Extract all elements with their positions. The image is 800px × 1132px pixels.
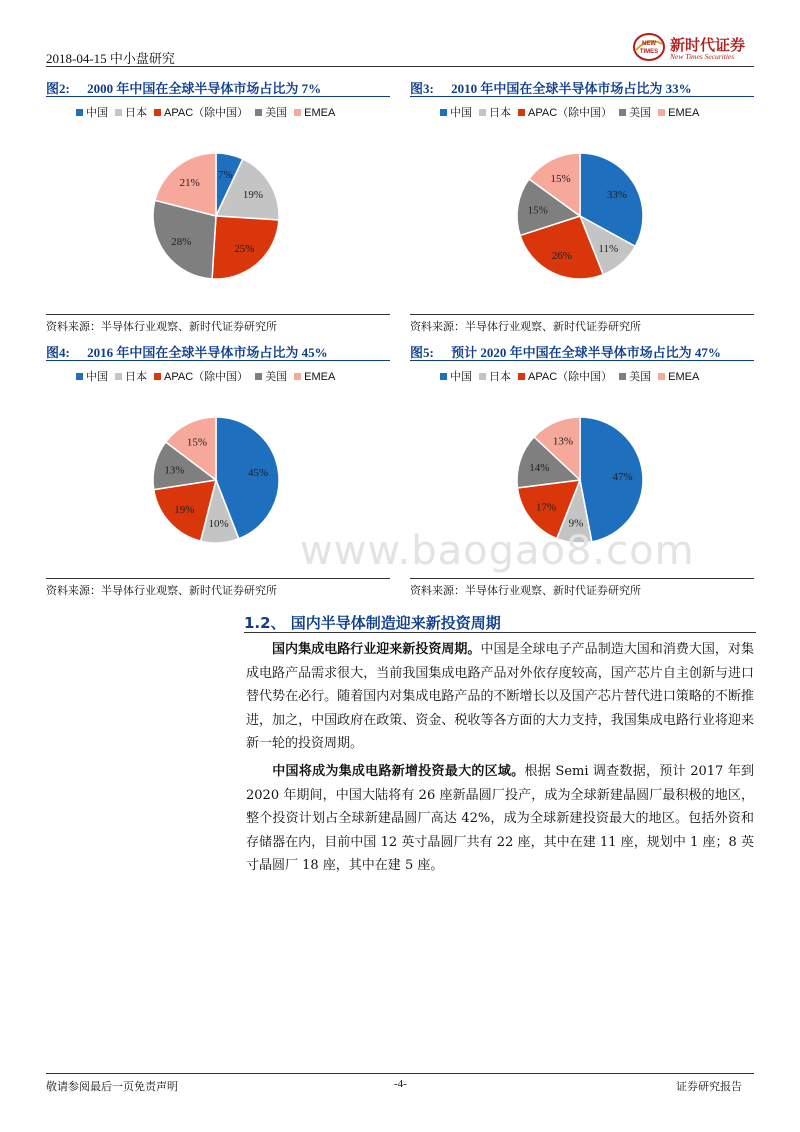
figure-title-rule: [410, 360, 754, 361]
figure-label: 图5:: [410, 345, 434, 360]
header-rule: [46, 66, 754, 67]
legend-swatch: [76, 373, 83, 380]
figure-title-rule: [410, 96, 754, 97]
figure-title: [46, 78, 390, 97]
source-note: 资料来源：半导体行业观察、新时代证券研究所: [410, 320, 641, 333]
legend-label: 日本: [125, 371, 147, 383]
chart-legend: [76, 368, 342, 384]
legend-label: EMEA: [304, 371, 336, 383]
legend-item: [154, 104, 248, 120]
legend-item: [294, 107, 335, 119]
logo-text-new: NEW: [642, 41, 656, 47]
legend-item: [294, 371, 335, 383]
paragraph-lead: 国内集成电路行业迎来新投资周期。: [272, 642, 481, 657]
legend-swatch: [440, 373, 447, 380]
pie-data-label: 19%: [174, 503, 195, 516]
figure-caption: 预计 2020 年中国在全球半导体市场占比为 47%: [451, 345, 721, 360]
legend-item: [154, 368, 248, 384]
legend-label: 中国: [86, 107, 108, 119]
legend-swatch: [479, 109, 486, 116]
figure-title-rule: [46, 360, 390, 361]
figure-title: [46, 342, 390, 361]
source-rule: [46, 314, 390, 315]
pie-data-label: 13%: [552, 435, 574, 448]
legend-item: [619, 368, 651, 384]
legend-label: 日本: [125, 107, 147, 119]
legend-item: [115, 368, 147, 384]
legend-label: 日本: [489, 107, 511, 119]
legend-label: 中国: [86, 371, 108, 383]
pie-data-label: 11%: [598, 243, 619, 256]
pie-data-label: 10%: [208, 517, 229, 530]
legend-label: 中国: [450, 107, 472, 119]
legend-label: EMEA: [668, 371, 700, 383]
source-note: 资料来源：半导体行业观察、新时代证券研究所: [46, 320, 277, 333]
section-heading: 1.2、 国内半导体制造迎来新投资周期: [244, 614, 501, 632]
legend-item: [658, 107, 699, 119]
legend-item: [115, 104, 147, 120]
legend-label: APAC（除中国）: [528, 107, 613, 119]
legend-swatch: [255, 373, 262, 380]
header-date: 2018-04-15 中小盘研究: [46, 51, 175, 66]
figure-title: [410, 78, 754, 97]
pie-data-label: 7%: [217, 169, 233, 182]
figure-label: 图3:: [410, 81, 434, 96]
legend-label: 美国: [629, 107, 652, 119]
legend-item: [658, 371, 699, 383]
brand-logo-icon: [632, 32, 666, 62]
legend-label: 日本: [489, 371, 511, 383]
pie-data-label: 9%: [568, 517, 584, 530]
source-rule: [46, 578, 390, 579]
legend-swatch: [255, 109, 262, 116]
figure-label: 图4:: [46, 345, 70, 360]
legend-item: [518, 104, 612, 120]
paragraph-lead: 中国将成为集成电路新增投资最大的区域。: [272, 764, 525, 779]
legend-swatch: [294, 109, 301, 116]
footer-report-type: 证券研究报告: [676, 1080, 742, 1093]
brand-logo: [632, 32, 756, 62]
chart-legend: [440, 368, 706, 384]
pie-data-label: 13%: [164, 464, 185, 477]
pie-chart: [450, 126, 710, 306]
figure-label: 图2:: [46, 81, 70, 96]
pie-data-label: 28%: [171, 236, 192, 249]
pie-data-label: 15%: [550, 172, 571, 185]
pie-chart: [86, 126, 346, 306]
legend-item: [255, 368, 287, 384]
legend-item: [440, 104, 472, 120]
pie-slice: [580, 417, 643, 542]
legend-label: APAC（除中国）: [528, 371, 613, 383]
legend-item: [518, 368, 612, 384]
pie-data-label: 47%: [612, 471, 633, 483]
chart-legend: [440, 104, 706, 120]
legend-item: [479, 104, 511, 120]
legend-swatch: [518, 109, 525, 116]
source-note: 资料来源：半导体行业观察、新时代证券研究所: [46, 584, 277, 597]
legend-label: EMEA: [668, 107, 700, 119]
legend-label: EMEA: [304, 107, 336, 119]
page-number: -4-: [394, 1078, 407, 1090]
paragraph-body: 中国是全球电子产品制造大国和消费大国，对集成电路产品需求很大，当前我国集成电路产品对外依存度较高，国产芯片自主创新与进口替代势在必行。随着国内对集成电路产品的不断增长以及国产芯片替代进口策略的不断推进，加之，中国政府在政策、资金、税收等各方面的大力支持，我国集成电路行业将迎来新一轮的投资周期。: [246, 642, 754, 751]
pie-data-label: 33%: [606, 189, 627, 202]
paragraph-investment-cycle: [246, 638, 754, 756]
legend-swatch: [115, 373, 122, 380]
footer-disclaimer: 敬请参阅最后一页免责声明: [46, 1080, 178, 1093]
legend-swatch: [658, 109, 665, 116]
pie-data-label: 14%: [529, 461, 550, 474]
pie-data-label: 19%: [242, 189, 263, 202]
legend-swatch: [154, 109, 161, 116]
legend-swatch: [115, 109, 122, 116]
legend-label: 美国: [265, 371, 288, 383]
legend-swatch: [440, 109, 447, 116]
legend-item: [76, 368, 108, 384]
pie-data-label: 21%: [179, 177, 200, 190]
figure-title: [410, 342, 754, 361]
legend-swatch: [154, 373, 161, 380]
figure-caption: 2016 年中国在全球半导体市场占比为 45%: [87, 345, 328, 360]
pie-data-label: 26%: [551, 249, 572, 262]
figure-title-rule: [46, 96, 390, 97]
section-rule: [244, 632, 756, 633]
source-note: 资料来源：半导体行业观察、新时代证券研究所: [410, 584, 641, 597]
legend-label: 美国: [629, 371, 652, 383]
paragraph-body: 根据 Semi 调查数据，预计 2017 年到 2020 年期间，中国大陆将有 26 座新晶圆厂投产，成为全球新建晶圆厂最积极的地区，整个投资计划占全球新建晶圆厂高达 42%，成为全球新建投资最大的地区。包括外资和存储器在内，目前中国 12 英寸晶圆厂共有 22 座，其中在建 11 座，规划中 1 座；8 英寸晶圆厂 18 座，其中在建 5 座。: [246, 764, 754, 873]
figure-caption: 2010 年中国在全球半导体市场占比为 33%: [451, 81, 692, 96]
pie-data-label: 15%: [527, 204, 548, 217]
legend-swatch: [518, 373, 525, 380]
legend-label: 美国: [265, 107, 288, 119]
legend-swatch: [76, 109, 83, 116]
legend-item: [76, 104, 108, 120]
legend-label: 中国: [450, 371, 472, 383]
figure-2000: [46, 78, 390, 334]
legend-swatch: [479, 373, 486, 380]
source-rule: [410, 578, 754, 579]
figure-caption: 2000 年中国在全球半导体市场占比为 7%: [87, 81, 322, 96]
figure-2010: [410, 78, 754, 334]
paragraph-largest-region: [246, 760, 754, 878]
pie-data-label: 15%: [186, 436, 207, 449]
legend-swatch: [619, 109, 626, 116]
pie-data-label: 45%: [248, 467, 269, 480]
pie-data-label: 25%: [234, 243, 255, 256]
watermark: www.baogao8.com: [300, 528, 695, 574]
legend-swatch: [658, 373, 665, 380]
source-rule: [410, 314, 754, 315]
legend-item: [479, 368, 511, 384]
brand-name-cn: 新时代证券: [670, 36, 746, 54]
chart-legend: [76, 104, 342, 120]
legend-swatch: [294, 373, 301, 380]
brand-name-en: New Times Securities: [670, 52, 735, 61]
logo-text-times: TIMES: [639, 49, 659, 55]
footer-rule: [46, 1073, 754, 1074]
legend-swatch: [619, 373, 626, 380]
legend-label: APAC（除中国）: [164, 107, 249, 119]
legend-label: APAC（除中国）: [164, 371, 249, 383]
legend-item: [440, 368, 472, 384]
pie-data-label: 17%: [536, 501, 557, 514]
legend-item: [255, 104, 287, 120]
legend-item: [619, 104, 651, 120]
